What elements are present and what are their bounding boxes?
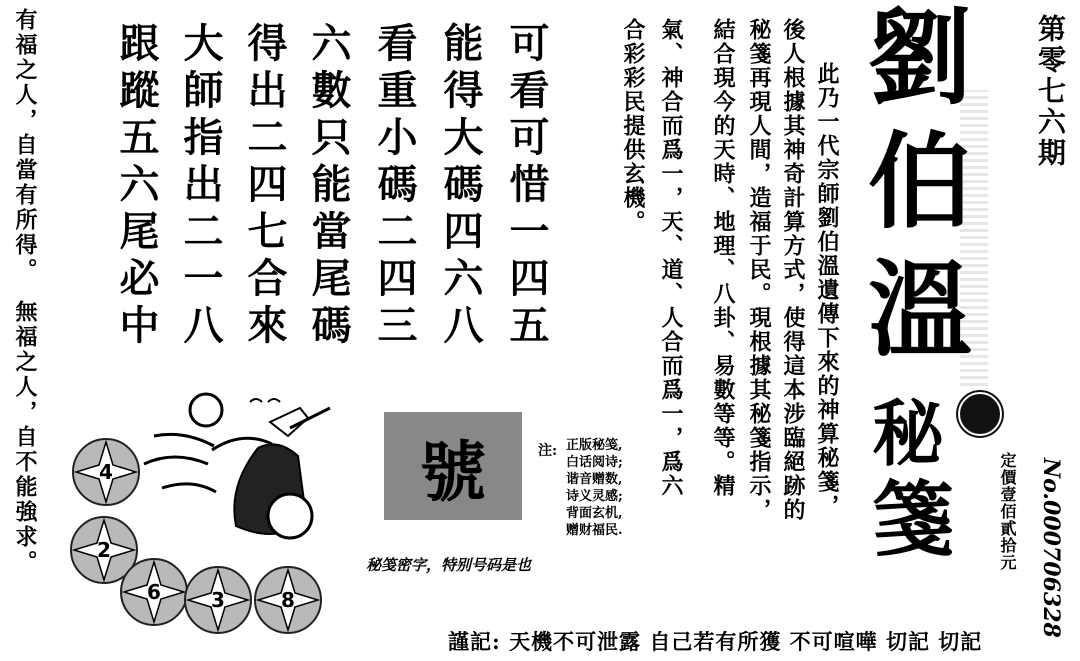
bird-marks <box>250 399 280 402</box>
intro-column-6: 合彩彩民提供玄機。 <box>620 18 646 234</box>
note-line: 赠财福民. <box>566 523 623 538</box>
poem-column-4: 六數只能當尾碼 <box>305 22 352 351</box>
issue-number: 第零七六期 <box>1034 14 1067 169</box>
figure-illustration <box>140 388 350 578</box>
price-label: 定價壹佰貳拾元 <box>998 452 1017 571</box>
ball-number: 4 <box>99 460 113 484</box>
title-char-liu: 劉 <box>868 0 973 119</box>
intro-column-5: 氣、神合而爲一，天、道、人合而爲一，爲六 <box>658 18 684 498</box>
note-lines <box>566 437 623 539</box>
subtitle-char-jian: 箋 <box>872 473 955 568</box>
proverb-column-unfortunate: 無福之人，自不能強求。 <box>12 300 38 575</box>
ball-3 <box>184 566 252 634</box>
poem-column-1: 可看可惜一四五 <box>503 22 550 351</box>
intro-column-2: 後人根據其神奇計算方式，使得這本涉臨絕跡的 <box>780 18 806 522</box>
note-line: 正版秘笺, <box>566 438 623 453</box>
poem-column-7: 跟蹤五六尾必中 <box>113 22 160 351</box>
note-line: 诗义灵感; <box>566 489 623 504</box>
ball-6 <box>120 558 188 626</box>
intro-column-4: 結合現今的天時、地理、八卦、易數等等。精 <box>710 18 736 498</box>
caption: 秘笺密字，特别号码是也 <box>366 556 532 574</box>
ball-number: 6 <box>147 580 161 604</box>
note-label: 注: <box>538 443 558 459</box>
note-line: 背面玄机, <box>566 506 623 521</box>
ball-number: 3 <box>211 588 225 612</box>
serial-number: No.000706328 <box>1038 458 1064 638</box>
subtitle-char-mi: 秘 <box>872 392 945 476</box>
warning-footer: 謹記: 天機不可泄露 自己若有所獲 不可喧嘩 切記 切記 <box>448 629 983 654</box>
poem-column-6: 大師指出二一八 <box>177 22 224 351</box>
moon-circle <box>190 394 222 426</box>
figure-wheel <box>268 494 312 538</box>
ball-4 <box>72 438 140 506</box>
intro-column-3: 秘箋再現人間，造福于民。現根據其秘箋指示， <box>746 18 772 522</box>
ball-number: 8 <box>281 588 295 612</box>
note-line: 白话阅诗; <box>566 455 623 470</box>
ball-8 <box>254 566 322 634</box>
ball-number: 2 <box>97 538 111 562</box>
note-line: 谐音赠数, <box>566 472 623 487</box>
intro-column-1: 此乃一代宗師劉伯溫遺傳下來的神算秘箋， <box>814 62 840 518</box>
seal-emblem <box>958 392 1002 436</box>
title-char-bo: 伯 <box>868 121 973 243</box>
hao-character-box: 號 <box>384 412 522 520</box>
title-char-wen: 溫 <box>868 249 973 371</box>
poem-column-2: 能得大碼四六八 <box>437 22 484 351</box>
poem-column-5: 得出二四七合來 <box>241 22 288 351</box>
poem-column-3: 看重小碼二四三 <box>371 22 418 351</box>
proverb-column-fortunate: 有福之人，自當有所得。 <box>12 8 38 283</box>
